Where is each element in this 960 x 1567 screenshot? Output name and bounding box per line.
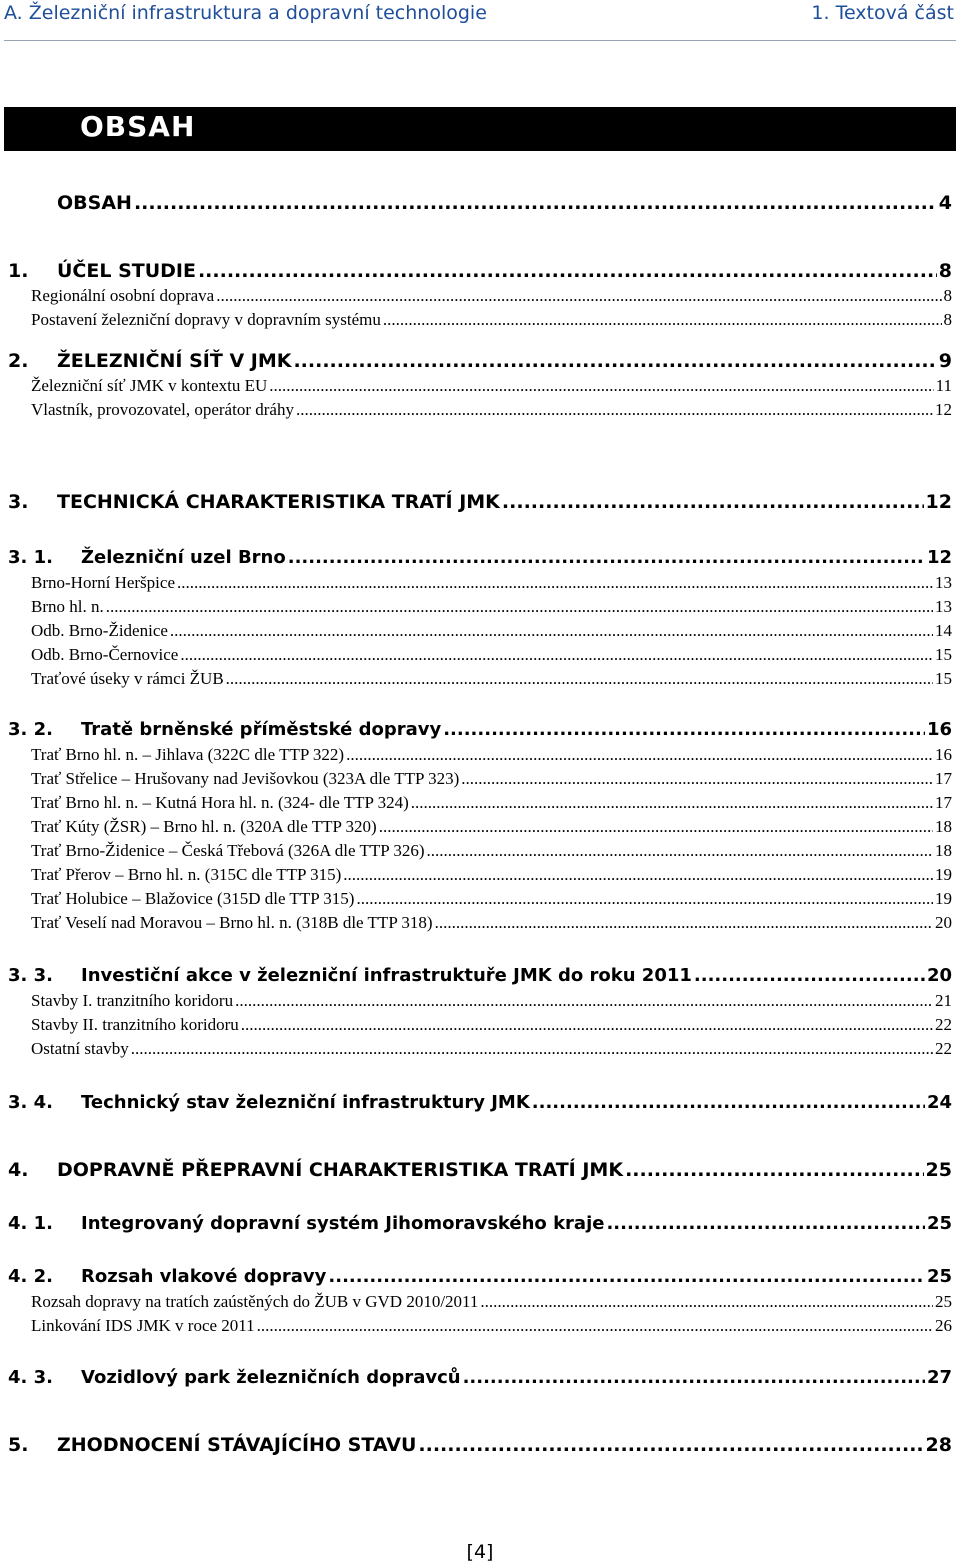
toc-entry-page: 15 [935,669,952,688]
toc-entry-title: ZHODNOCENÍ STÁVAJÍCÍHO STAVU [57,1434,417,1456]
toc-entry-title: Odb. Brno-Židenice [31,621,168,640]
toc-entry-title: Ostatní stavby [31,1039,129,1058]
toc-entry[interactable] [31,889,952,909]
toc-entry[interactable] [8,1434,952,1456]
toc-leader-dots [216,286,941,306]
toc-entry-title: Trať Holubice – Blažovice (315D dle TTP 315) [31,889,355,908]
toc-entry-title: Vozidlový park železničních dopravců [81,1367,461,1388]
toc-entry-title: Odb. Brno-Černovice [31,645,179,664]
toc-entry-page: 15 [935,645,952,664]
toc-entry-page: 9 [938,350,952,372]
toc-entry[interactable] [8,1092,952,1113]
header-document-title: A. Železniční infrastruktura a dopravní technologie [4,2,487,24]
toc-leader-dots [134,192,937,214]
toc-entry[interactable] [31,376,952,396]
toc-entry[interactable] [31,1292,952,1312]
toc-entry-title: Stavby I. tranzitního koridoru [31,991,234,1010]
toc-entry[interactable] [8,1266,952,1287]
toc-entry-page: 25 [926,1213,952,1234]
toc-entry-title: Regionální osobní doprava [31,286,215,305]
toc-leader-dots [226,669,933,689]
toc-entry-page: 25 [935,1292,952,1311]
toc-entry-title: Postavení železniční dopravy v dopravním systému [31,310,381,329]
toc-entry[interactable] [31,793,952,813]
toc-entry-page: 19 [935,889,952,908]
toc-entry-title: Trať Veselí nad Moravou – Brno hl. n. (318B dle TTP 318) [31,913,433,932]
toc-entry-number: 5. [8,1434,29,1456]
toc-entry[interactable] [31,1316,952,1336]
toc-entry-page: 8 [938,260,952,282]
toc-entry-page: 8 [943,286,952,305]
toc-leader-dots [170,621,933,641]
toc-entry-page: 13 [935,597,952,616]
toc-entry[interactable] [31,1015,952,1035]
page-header [0,0,960,30]
toc-entry-title: Rozsah vlakové dopravy [81,1266,327,1287]
toc-entry-number: 3. 4. [8,1092,53,1113]
toc-entry-title: Stavby II. tranzitního koridoru [31,1015,239,1034]
toc-entry-page: 4 [938,192,952,214]
toc-entry[interactable] [31,1039,952,1059]
toc-entry-title: Tratě brněnské příměstské dopravy [81,719,442,740]
toc-entry-page: 18 [935,817,952,836]
toc-leader-dots [296,400,933,420]
toc-entry-page: 20 [926,965,952,986]
heading-band [4,107,956,151]
toc-entry-title: Technický stav železniční infrastruktury JMK [81,1092,530,1113]
toc-entry[interactable] [31,745,952,765]
toc-leader-dots [131,1039,933,1059]
toc-entry[interactable] [31,400,952,420]
toc-leader-dots [606,1213,924,1234]
toc-leader-dots [625,1159,923,1181]
toc-entry[interactable] [8,1213,952,1234]
toc-entry[interactable] [8,965,952,986]
toc-entry-title: Linkování IDS JMK v roce 2011 [31,1316,255,1335]
toc-leader-dots [461,769,933,789]
toc-entry-title: Trať Kúty (ŽSR) – Brno hl. n. (320A dle TTP 320) [31,817,377,836]
toc-entry-title: Trať Brno hl. n. – Kutná Hora hl. n. (324- dle TTP 324) [31,793,409,812]
toc-entry[interactable] [31,865,952,885]
heading-title: OBSAH [80,110,196,143]
toc-entry[interactable] [31,286,952,306]
toc-leader-dots [198,260,937,282]
toc-leader-dots [443,719,925,740]
header-rule [4,40,956,41]
toc-entry[interactable] [31,913,952,933]
toc-entry-page: 12 [935,400,952,419]
toc-entry-page: 26 [935,1316,952,1335]
toc-leader-dots [383,310,942,330]
toc-entry-page: 25 [925,1159,952,1181]
toc-entry-number: 3. 2. [8,719,53,740]
toc-entry-number: 4. [8,1159,29,1181]
toc-entry[interactable] [8,350,952,372]
toc-entry[interactable] [8,260,952,282]
toc-entry-title: Trať Brno-Židenice – Česká Třebová (326A dle TTP 326) [31,841,425,860]
toc-entry-page: 22 [935,1015,952,1034]
toc-leader-dots [177,573,933,593]
toc-entry-page: 19 [935,865,952,884]
toc-leader-dots [180,645,933,665]
toc-entry[interactable] [31,817,952,837]
toc-entry-page: 12 [926,547,952,568]
toc-entry[interactable] [8,719,952,740]
toc-entry-number: 3. [8,491,29,513]
toc-leader-dots [379,817,933,837]
toc-leader-dots [106,597,933,617]
toc-leader-dots [293,350,936,372]
toc-entry[interactable] [31,841,952,861]
toc-entry-title: Železniční uzel Brno [81,547,286,568]
toc-entry-title: Rozsah dopravy na tratích zaústěných do ŽUB v GVD 2010/2011 [31,1292,479,1311]
toc-entry-title: Investiční akce v železniční infrastruktuře JMK do roku 2011 [81,965,692,986]
toc-entry-title: DOPRAVNĚ PŘEPRAVNÍ CHARAKTERISTIKA TRATÍ JMK [57,1159,624,1181]
toc-leader-dots [435,913,933,933]
toc-entry[interactable] [31,310,952,330]
page-number: [4] [466,1541,494,1563]
toc-entry-title: Brno-Horní Heršpice [31,573,175,592]
toc-entry-number: 1. [8,260,29,282]
toc-entry-number: 3. 3. [8,965,53,986]
toc-entry[interactable] [8,192,952,214]
toc-leader-dots [411,793,933,813]
toc-leader-dots [346,745,933,765]
toc-entry-title: ŽELEZNIČNÍ SÍŤ V JMK [57,350,292,372]
toc-entry-title: Traťové úseky v rámci ŽUB [31,669,224,688]
toc-entry-title: Trať Brno hl. n. – Jihlava (322C dle TTP 322) [31,745,345,764]
toc-entry-page: 8 [943,310,952,329]
header-section-label: 1. Textová část [811,2,954,24]
toc-entry[interactable] [31,573,952,593]
toc-entry-page: 17 [935,793,952,812]
toc-entry-page: 13 [935,573,952,592]
toc-leader-dots [343,865,933,885]
toc-entry[interactable] [8,1159,952,1181]
toc-entry-page: 16 [926,719,952,740]
toc-entry[interactable] [31,669,952,689]
toc-entry[interactable] [8,1367,952,1388]
toc-entry-title: TECHNICKÁ CHARAKTERISTIKA TRATÍ JMK [57,491,500,513]
toc-entry-title: Integrovaný dopravní systém Jihomoravského kraje [81,1213,605,1234]
toc-entry-title: Trať Střelice – Hrušovany nad Jevišovkou (323A dle TTP 323) [31,769,460,788]
toc-leader-dots [235,991,933,1011]
toc-leader-dots [356,889,933,909]
toc-entry-title: Trať Přerov – Brno hl. n. (315C dle TTP 315) [31,865,342,884]
toc-entry-page: 12 [925,491,952,513]
toc-entry-page: 11 [935,376,952,395]
toc-entry-number: 2. [8,350,29,372]
toc-leader-dots [426,841,933,861]
toc-entry-page: 21 [935,991,952,1010]
toc-entry-page: 28 [925,1434,952,1456]
toc-leader-dots [328,1266,925,1287]
toc-entry[interactable] [31,597,952,617]
toc-entry-page: 25 [926,1266,952,1287]
toc-leader-dots [694,965,925,986]
toc-entry[interactable] [31,991,952,1011]
toc-entry[interactable] [31,621,952,641]
toc-entry-number: 4. 3. [8,1367,53,1388]
toc-entry-page: 16 [935,745,952,764]
toc-entry-number: 4. 1. [8,1213,53,1234]
toc-leader-dots [257,1316,933,1336]
toc-entry[interactable] [8,547,952,568]
toc-entry[interactable] [31,769,952,789]
toc-entry-title: ÚČEL STUDIE [57,260,196,282]
toc-entry-page: 14 [935,621,952,640]
toc-entry-page: 22 [935,1039,952,1058]
toc-leader-dots [288,547,925,568]
toc-leader-dots [418,1434,923,1456]
toc-entry-page: 18 [935,841,952,860]
toc-leader-dots [269,376,933,396]
toc-entry-page: 20 [935,913,952,932]
toc-entry-title: Vlastník, provozovatel, operátor dráhy [31,400,294,419]
toc-entry-title: OBSAH [57,192,132,214]
toc-entry-page: 17 [935,769,952,788]
toc-entry-number: 4. 2. [8,1266,53,1287]
toc-leader-dots [463,1367,925,1388]
toc-leader-dots [480,1292,933,1312]
toc-entry[interactable] [8,491,952,513]
toc-leader-dots [502,491,924,513]
toc-leader-dots [532,1092,925,1113]
toc-entry[interactable] [31,645,952,665]
toc-entry-number: 3. 1. [8,547,53,568]
toc-entry-title: Brno hl. n. [31,597,104,616]
toc-entry-page: 27 [926,1367,952,1388]
toc-entry-title: Železniční síť JMK v kontextu EU [31,376,268,395]
toc-entry-page: 24 [926,1092,952,1113]
toc-leader-dots [241,1015,933,1035]
